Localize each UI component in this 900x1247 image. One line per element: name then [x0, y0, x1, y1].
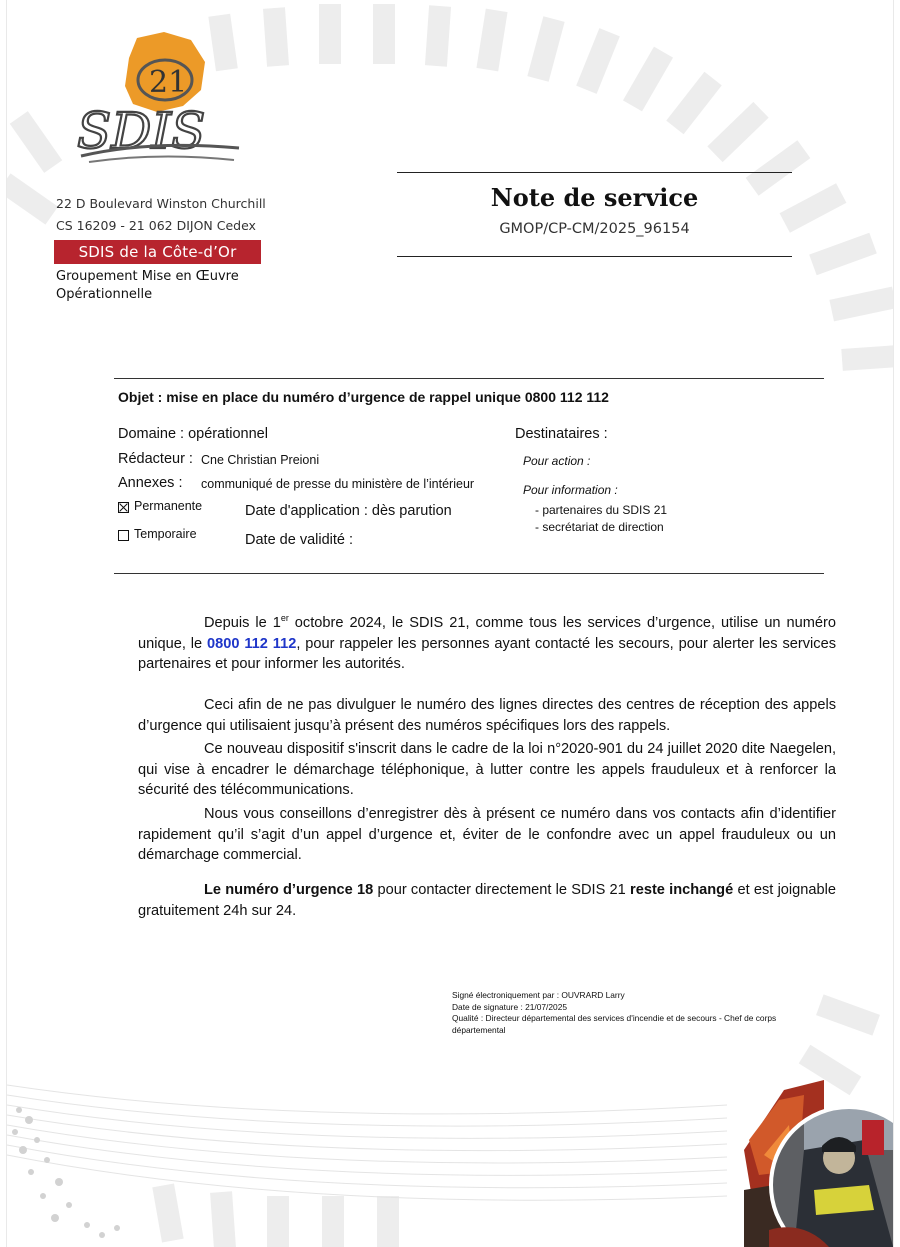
logo-number: 21 — [149, 65, 188, 100]
body-paragraph-5: Le numéro d’urgence 18 pour contacter directement le SDIS 21 reste inchangé et est joignable gratuitement 24h sur 24. — [138, 882, 836, 919]
callback-number: 0800 112 112 — [207, 635, 297, 652]
firefighter-photo-collage — [744, 1080, 893, 1247]
for-information-label: Pour information : — [523, 483, 618, 497]
attachments-value: communiqué de presse du ministère de l’intérieur — [201, 477, 475, 491]
document-reference: GMOP/CP-CM/2025_96154 — [499, 221, 690, 237]
body-paragraph-1: Depuis le 1er octobre 2024, le SDIS 21, comme tous les services d’urgence, utilise un numéro unique, le 0800 112 112, pour rappeler les personnes ayant contacté les secours, pour alerter les services partenaires et pour informer les autorités. — [138, 613, 836, 673]
sdis-logo — [69, 28, 259, 178]
divider-top — [114, 378, 824, 379]
signature-date: Date de signature : 21/07/2025 — [452, 1001, 568, 1012]
attachments-label: Annexes : — [118, 475, 183, 491]
organization-banner: SDIS de la Côte-d’Or — [54, 240, 261, 264]
author-value: Cne Christian Preioni — [201, 453, 320, 467]
signature-role: Qualité : Directeur départemental des services d'incendie et de secours - Chef de corps départemental — [452, 1013, 777, 1035]
for-action-label: Pour action : — [523, 454, 591, 468]
body-paragraph-3: Ce nouveau dispositif s'inscrit dans le cadre de la loi n°2020-901 du 24 juillet 2020 dite Naegelen, qui vise à encadrer le démarchage téléphonique, à lutter contre les appels frauduleux et à renforcer la sécurité des télécommunications. — [138, 741, 836, 799]
document-title: Note de service — [490, 183, 699, 212]
group-name-line-1: Groupement Mise en Œuvre — [56, 269, 239, 284]
electronic-signature — [452, 990, 782, 1036]
validity-date: Date de validité : — [245, 532, 354, 548]
subject-line: Objet : mise en place du numéro d’urgence de rappel unique 0800 112 112 — [118, 389, 609, 405]
temporary-checkbox — [118, 530, 129, 541]
domain-field: Domaine : opérationnel — [118, 426, 268, 442]
body-paragraph-2: Ceci afin de ne pas divulguer le numéro des lignes directes des centres de réception des appels d’urgence qui utilisaient jusqu’à présent des numéros spécifiques lors des rappels. — [138, 697, 836, 734]
divider-bottom — [114, 573, 824, 574]
group-name-line-2: Opérationnelle — [56, 287, 153, 302]
permanent-label: Permanente — [134, 499, 203, 513]
title-block — [397, 172, 792, 257]
permanent-checkbox — [118, 502, 129, 513]
document-sheet — [7, 0, 893, 1247]
address-line-1: 22 D Boulevard Winston Churchill — [56, 196, 266, 211]
recipient-item: - secrétariat de direction — [535, 520, 664, 534]
body-paragraph-4: Nous vous conseillons d’enregistrer dès à présent ce numéro dans vos contacts afin d’identifier rapidement qu’il s’agit d’un appel d’urgence et, éviter de le confondre avec un appel frauduleux ou un démarchage commercial. — [138, 806, 836, 864]
application-date: Date d'application : dès parution — [245, 503, 452, 519]
logo-text: SDIS — [77, 102, 206, 160]
recipients-heading: Destinataires : — [515, 426, 608, 442]
recipient-item: - partenaires du SDIS 21 — [535, 503, 668, 517]
temporary-label: Temporaire — [134, 527, 197, 541]
address-line-2: CS 16209 - 21 062 DIJON Cedex — [56, 218, 256, 233]
signature-signer: Signé électroniquement par : OUVRARD Larry — [452, 990, 625, 1000]
author-label: Rédacteur : — [118, 451, 193, 467]
